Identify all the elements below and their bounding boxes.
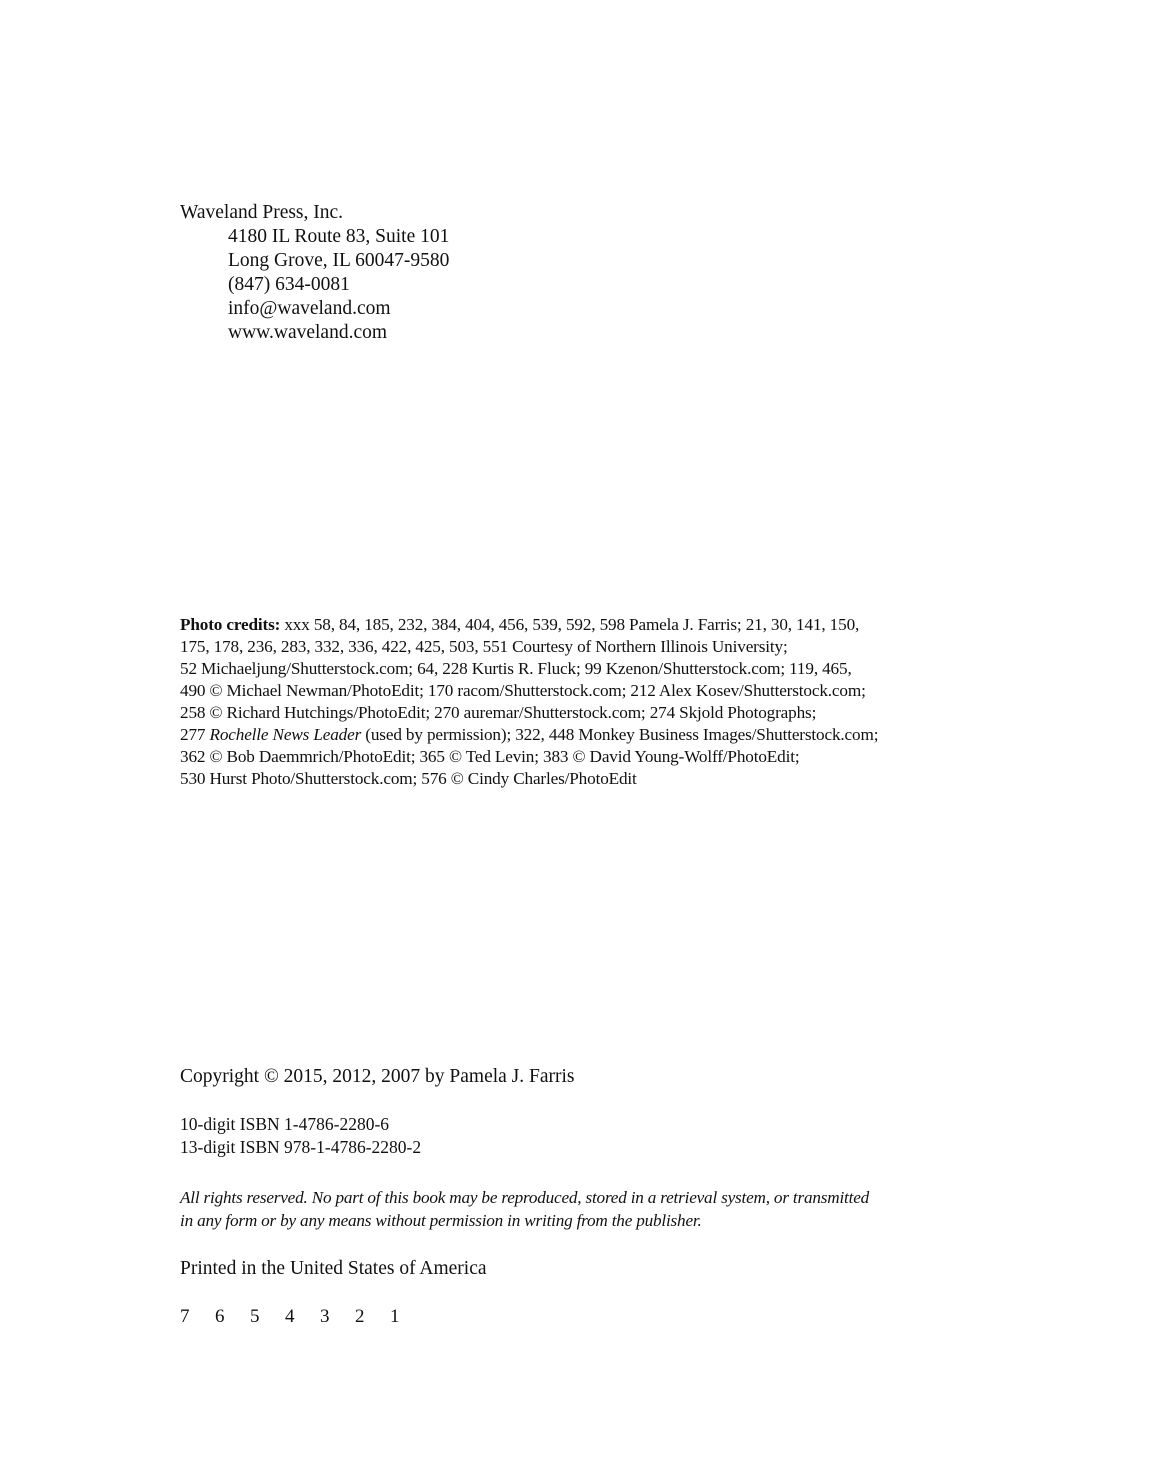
printer-key: [180, 1305, 405, 1329]
credits-line: 530 Hurst Photo/Shutterstock.com; 576 © Cindy Charles/PhotoEdit: [180, 769, 637, 788]
rights-line: All rights reserved. No part of this book may be reproduced, stored in a retrieval system, or transmitted: [180, 1188, 870, 1207]
rights-line: in any form or by any means without permission in writing from the publisher.: [180, 1211, 702, 1230]
credits-text: 277: [180, 725, 210, 744]
printer-key-digit: 6: [215, 1306, 225, 1327]
credits-line: 175, 178, 236, 283, 332, 336, 422, 425, 503, 551 Courtesy of Northern Illinois University;: [180, 637, 788, 656]
rights-statement: [180, 1186, 980, 1232]
credits-line: [180, 724, 970, 746]
isbn-10: 10-digit ISBN 1-4786-2280-6: [180, 1114, 390, 1134]
credits-label: Photo credits:: [180, 615, 281, 634]
credits-line: 490 © Michael Newman/PhotoEdit; 170 racom/Shutterstock.com; 212 Alex Kosev/Shutterstock.com;: [180, 681, 866, 700]
address-email: info@waveland.com: [228, 298, 391, 319]
address-street: 4180 IL Route 83, Suite 101: [228, 226, 450, 247]
address-phone: (847) 634-0081: [228, 274, 350, 295]
printer-key-digit: 1: [390, 1306, 400, 1327]
credits-text: xxx 58, 84, 185, 232, 384, 404, 456, 539, 592, 598 Pamela J. Farris; 21, 30, 141, 150,: [280, 615, 860, 634]
printer-key-digit: 2: [355, 1306, 365, 1327]
credits-line: [180, 614, 970, 636]
credits-line: 362 © Bob Daemmrich/PhotoEdit; 365 © Ted Levin; 383 © David Young-Wolff/PhotoEdit;: [180, 747, 800, 766]
credits-line: 258 © Richard Hutchings/PhotoEdit; 270 auremar/Shutterstock.com; 274 Skjold Photographs;: [180, 703, 817, 722]
copyright-notice: Copyright © 2015, 2012, 2007 by Pamela J. Farris: [180, 1066, 575, 1087]
credits-italic-title: Rochelle News Leader: [209, 725, 362, 744]
credits-text: (used by permission); 322, 448 Monkey Business Images/Shutterstock.com;: [361, 725, 879, 744]
credits-line: 52 Michaeljung/Shutterstock.com; 64, 228 Kurtis R. Fluck; 99 Kzenon/Shutterstock.com; 119, 465,: [180, 659, 852, 678]
publisher-name: Waveland Press, Inc.: [180, 202, 344, 223]
address-city: Long Grove, IL 60047-9580: [228, 250, 450, 271]
photo-credits: [180, 614, 970, 790]
printer-key-digit: 4: [285, 1306, 295, 1327]
isbn-13: 13-digit ISBN 978-1-4786-2280-2: [180, 1137, 422, 1157]
publisher-address: [180, 225, 449, 345]
printer-key-digit: 7: [180, 1306, 190, 1327]
isbn-block: [180, 1113, 421, 1159]
printer-key-digit: 5: [250, 1306, 260, 1327]
printed-in: Printed in the United States of America: [180, 1258, 487, 1279]
publisher-block: [180, 201, 449, 345]
printer-key-digit: 3: [320, 1306, 330, 1327]
address-website: www.waveland.com: [228, 322, 388, 343]
